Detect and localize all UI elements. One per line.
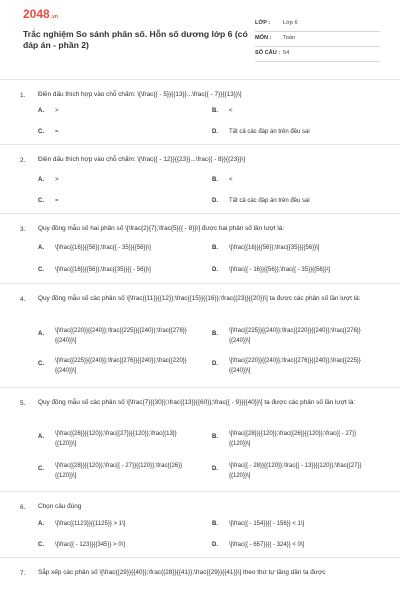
option-letter: D.	[212, 466, 218, 472]
site-logo[interactable]	[23, 7, 58, 21]
option-letter: A.	[38, 245, 44, 251]
option-letter: A.	[38, 177, 44, 183]
option-letter: B.	[212, 108, 218, 114]
option-text: \[\frac{{ - 28}}{{120}};\frac{{ - 13}}{{120}};\frac{{27}}{{120}}\]	[229, 463, 362, 479]
option-text: \[\frac{{28}}{{120}};\frac{{26}}{{120}};\frac{{ - 27}}{{120}}\]	[229, 431, 357, 447]
question-6	[0, 491, 400, 558]
meta-label: SỐ CÂU :	[255, 50, 281, 56]
option-text: \[\frac{{220}}{{240}};\frac{{276}}{{240}};\frac{{225}}{{240}}\]	[229, 358, 361, 374]
option-text: Tất cả các đáp án trên đều sai	[229, 129, 310, 135]
option-text: \[\frac{{28}}{{120}};\frac{{ - 27}}{{120}};\frac{{26}}{{120}}\]	[55, 463, 183, 479]
option-letter: B.	[212, 245, 218, 251]
question-number: 1.	[20, 92, 26, 99]
meta-row-count	[255, 47, 380, 62]
option-text: \[\frac{{ - 123}}{{345}} > 0\]	[55, 542, 125, 548]
question-number: 6.	[20, 504, 26, 511]
page-title: Trắc nghiệm So sánh phân số. Hỗn số dương lớp 6 (có đáp án - phần 2)	[23, 29, 248, 50]
question-5	[0, 387, 400, 492]
option-text: <	[229, 177, 233, 183]
question-text: Quy đồng mẫu số các phân số \[\frac{7}{{30}};\frac{{13}}{{60}};\frac{{ - 9}}{{40}}\] ta được các phân số lần lượt là:	[38, 399, 356, 406]
option-text: \[\frac{{ - 154}}{{ - 156}} < 1\]	[229, 521, 305, 527]
question-1	[0, 79, 400, 145]
option-letter: C.	[38, 198, 44, 204]
question-text: Chọn câu đúng	[38, 503, 82, 510]
option-text: >	[55, 177, 59, 183]
option-letter: C.	[38, 267, 44, 273]
option-letter: A.	[38, 108, 44, 114]
logo-tld: .vn	[50, 14, 58, 20]
option-letter: D.	[212, 198, 218, 204]
question-number: 5.	[20, 400, 26, 407]
option-text: Tất cả các đáp án trên đều sai	[229, 198, 310, 204]
option-text: \[\frac{{26}}{{120}};\frac{{27}}{{120}};\frac{{13}}{{120}}\]	[55, 431, 177, 447]
question-2	[0, 144, 400, 214]
option-letter: C.	[38, 129, 44, 135]
option-letter: A.	[38, 434, 44, 440]
option-text: =	[55, 198, 59, 204]
question-4	[0, 283, 400, 388]
question-text: Quy đồng mẫu số hai phân số \[\frac{2}{7};\frac{5}{{ - 8}}\] được hai phân số lần lượt là:	[38, 225, 285, 232]
option-letter: C.	[38, 542, 44, 548]
page-header	[0, 0, 400, 66]
option-text: \[\frac{{220}}{{240}};\frac{{225}}{{240}};\frac{{276}}{{240}}\]	[55, 328, 187, 344]
option-text: <	[229, 108, 233, 114]
option-text: \[\frac{{1123}}{{1125}} > 1\]	[55, 521, 126, 527]
question-3	[0, 213, 400, 284]
option-text: \[\frac{{16}}{{56}};\frac{{ - 35}}{{56}}\]	[55, 245, 151, 251]
logo-text: 2048	[23, 7, 50, 21]
option-text: \[\frac{{16}}{{56}};\frac{{35}}{{56}}\]	[229, 245, 320, 251]
option-text: =	[55, 129, 59, 135]
meta-label: MÔN :	[255, 35, 272, 41]
meta-row-class	[255, 17, 380, 32]
option-text: \[\frac{{16}}{{56}};\frac{{35}}{{ - 56}}\]	[55, 267, 151, 273]
option-letter: D.	[212, 361, 218, 367]
meta-value: Toán	[283, 35, 296, 41]
option-letter: C.	[38, 361, 44, 367]
question-text: Điền dấu thích hợp vào chỗ chấm: \[\frac{{ - 12}}{{23}}...\frac{{ - 8}}{{23}}\]	[38, 156, 246, 163]
question-number: 4.	[20, 296, 26, 303]
meta-value: Lớp 6	[283, 20, 298, 26]
meta-row-subject	[255, 32, 380, 47]
option-letter: B.	[212, 521, 218, 527]
option-letter: B.	[212, 434, 218, 440]
meta-label: LỚP :	[255, 20, 271, 26]
option-letter: D.	[212, 267, 218, 273]
option-text: \[\frac{{225}}{{240}};\frac{{276}}{{240}};\frac{{220}}{{240}}\]	[55, 358, 187, 374]
option-letter: C.	[38, 466, 44, 472]
question-number: 2.	[20, 157, 26, 164]
option-letter: B.	[212, 177, 218, 183]
option-letter: A.	[38, 331, 44, 337]
question-7	[0, 557, 400, 601]
option-text: \[\frac{{225}}{{240}};\frac{{220}}{{240}};\frac{{276}}{{240}}\]	[229, 328, 361, 344]
option-text: >	[55, 108, 59, 114]
question-text: Sắp xếp các phân số \[\frac{{29}}{{40}};\frac{{28}}{{41}};\frac{{29}}{{41}}\] theo thứ tự tăng dần ta được	[38, 569, 326, 576]
option-letter: B.	[212, 331, 218, 337]
option-letter: A.	[38, 521, 44, 527]
meta-value: 54	[283, 50, 290, 56]
question-text: Quy đồng mẫu số các phân số \[\frac{{11}}{{12}};\frac{{15}}{{16}};\frac{{23}}{{20}}\] ta được các phân số lần lượt là:	[38, 295, 361, 302]
option-text: \[\frac{{ - 16}}{{56}};\frac{{ - 35}}{{56}}\]	[229, 267, 331, 273]
question-number: 7.	[20, 570, 26, 577]
question-number: 3.	[20, 226, 26, 233]
option-letter: D.	[212, 542, 218, 548]
option-text: \[\frac{{ - 657}}{{ - 324}} < 0\]	[229, 542, 305, 548]
option-letter: D.	[212, 129, 218, 135]
meta-table	[255, 17, 380, 62]
question-text: Điền dấu thích hợp vào chỗ chấm: \[\frac{{ - 5}}{{13}}...\frac{{ - 7}}{{13}}\]	[38, 91, 242, 98]
